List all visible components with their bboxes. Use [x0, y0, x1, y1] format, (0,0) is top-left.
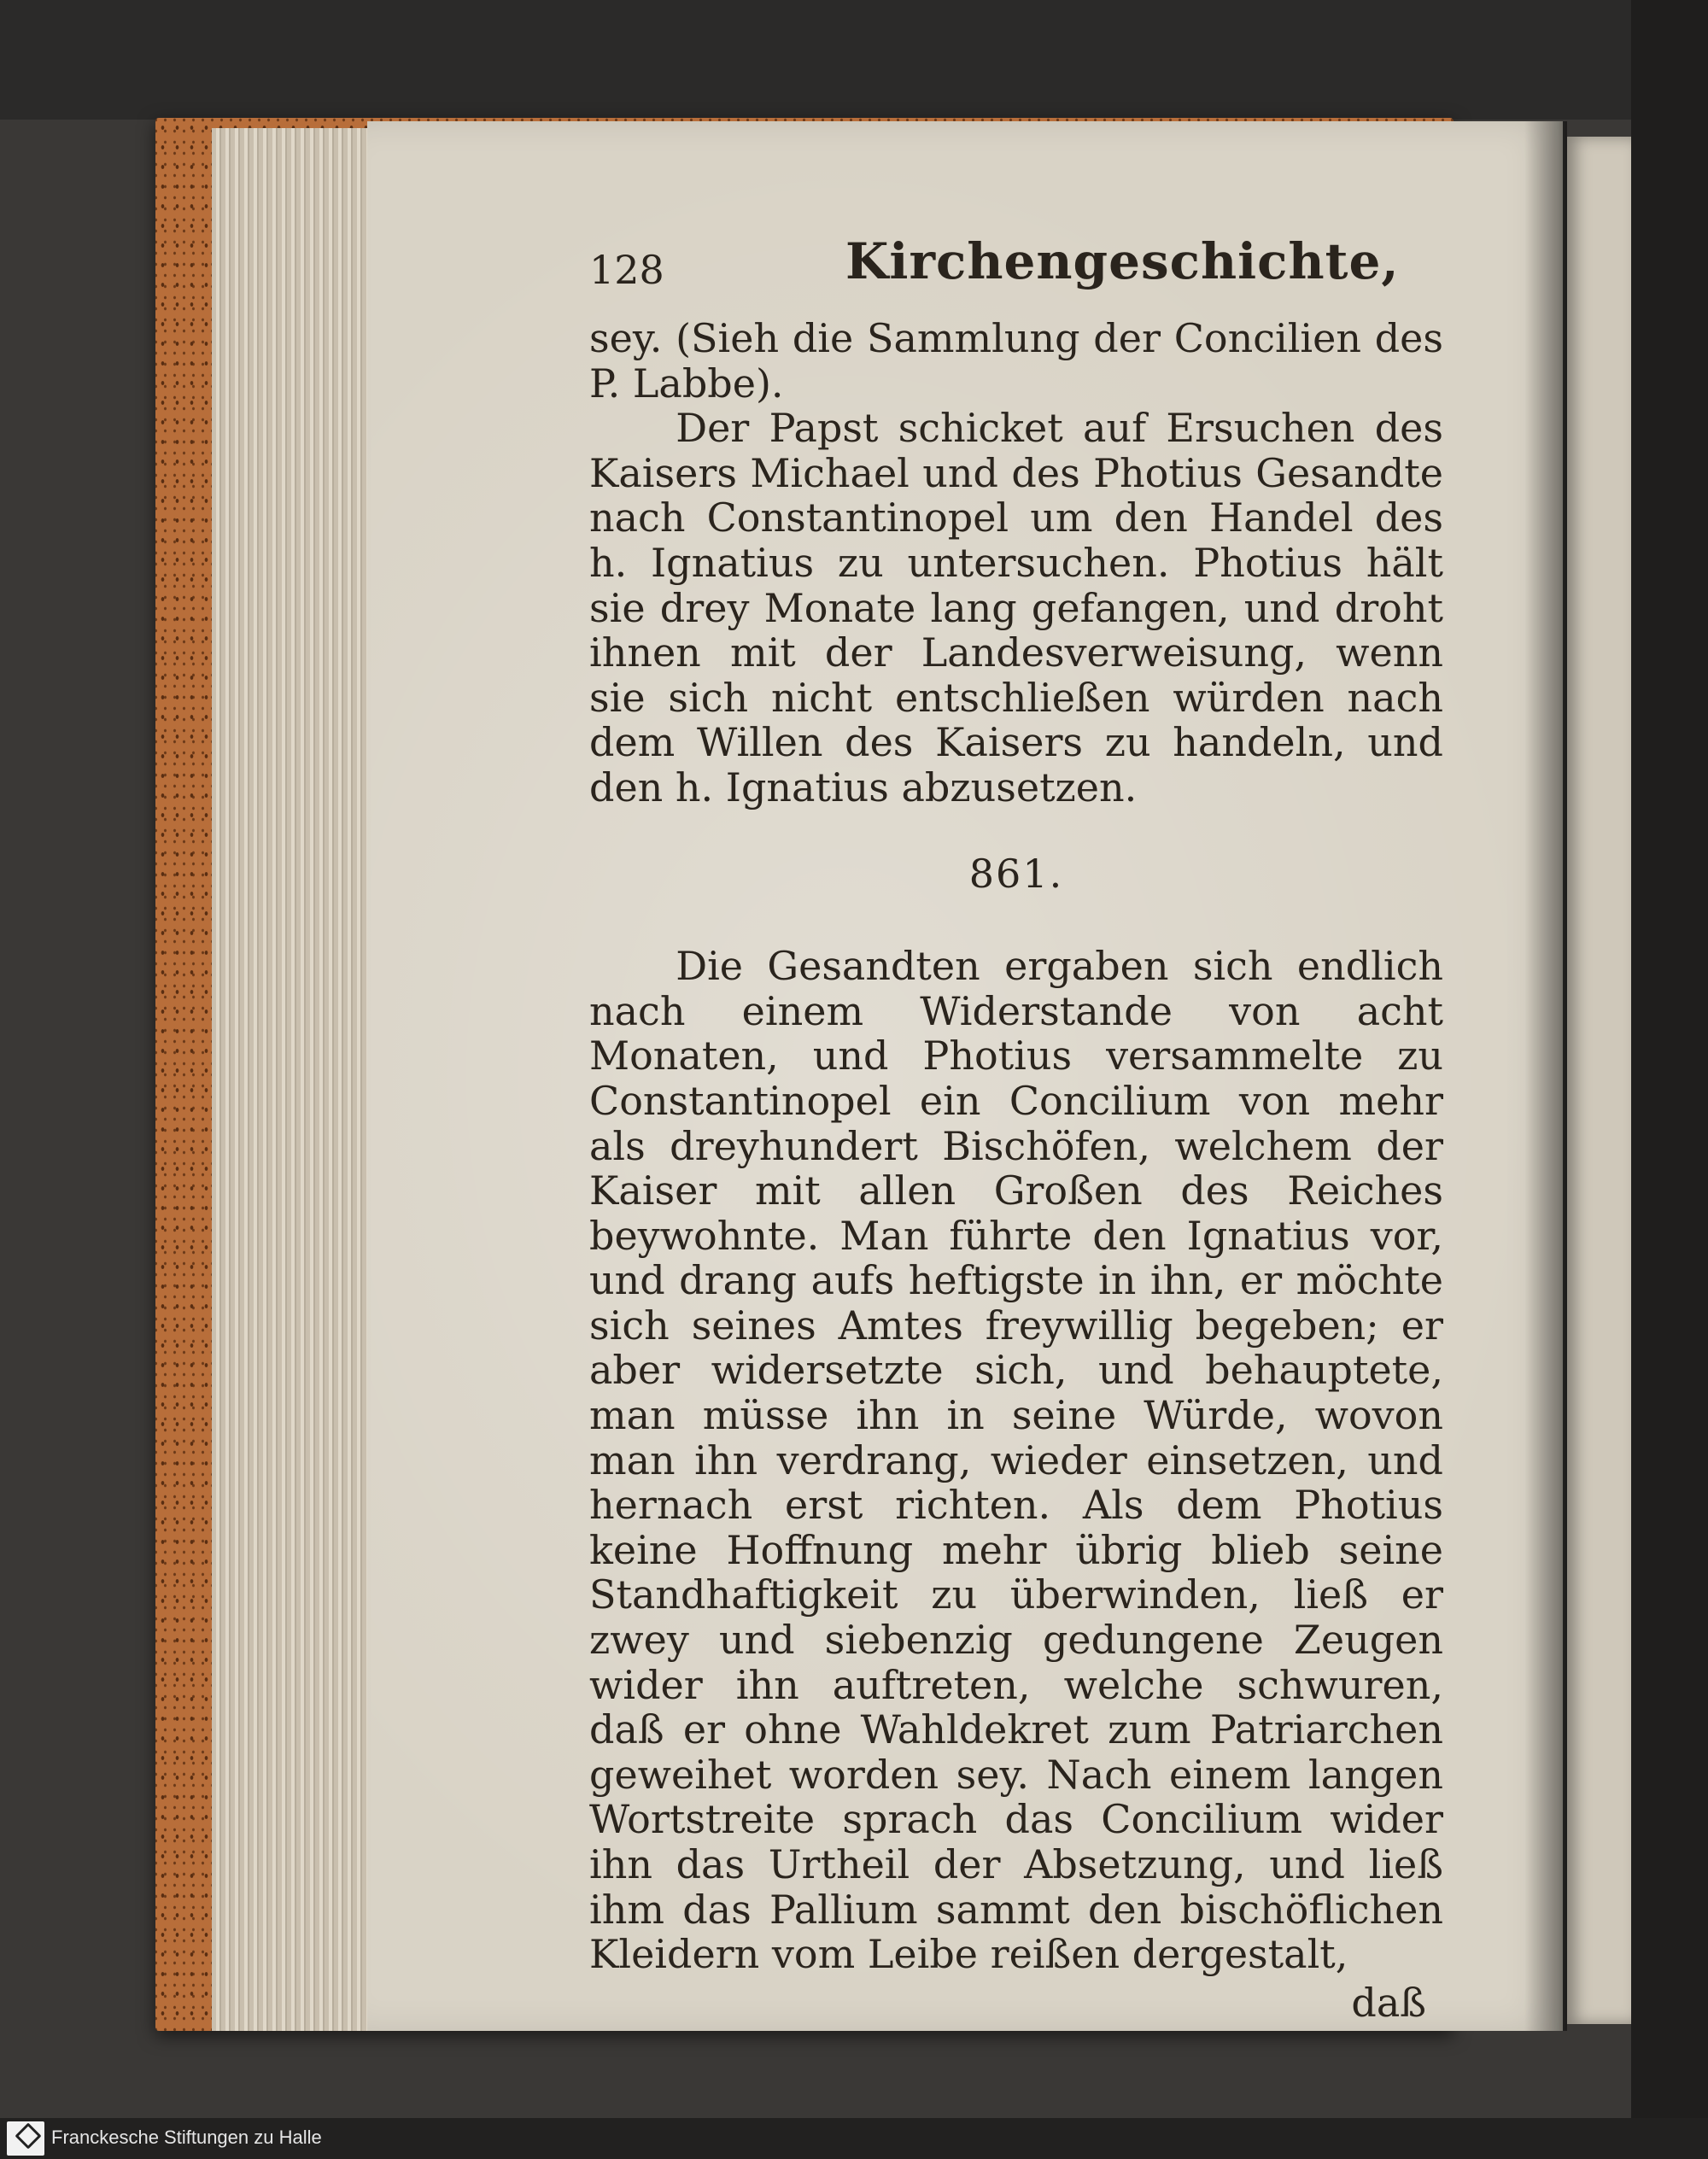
- facing-page-edge: [1567, 137, 1631, 2024]
- backdrop: [0, 0, 1708, 120]
- paragraph-3: Die Gesandten ergaben sich endlich nach einem Widerstande von acht Monaten, und Photius versammelte zu Constantinopel ein Concilium von mehr als dreyhundert Bischöfen, welchem der Kaiser mit allen Großen des Reiches beywohnte. Man führte den Ignatius vor, und drang aufs heftigste in ihn, er möchte sich seines Amtes freywillig begeben; er aber widersetzte sich, und behauptete, man müsse ihn in seine Würde, wovon man ihn verdrang, wieder einsetzen, und hernach erst richten. Als dem Photius keine Hoffnung mehr übrig blieb seine Standhaftigkeit zu überwinden, ließ er zwey und siebenzig gedungene Zeugen wider ihn auftreten, welche schwuren, daß er ohne Wahldekret zum Patriarchen geweihet worden sey. Nach einem langen Wortstreite sprach das Concilium wider ihn das Urtheil der Absetzung, und ließ ihm das Pallium sammt den bischöflichen Kleidern vom Leibe reißen dergestalt,: [589, 943, 1443, 1978]
- paragraph-1: sey. (Sieh die Sammlung der Concilien des P. Labbe).: [589, 315, 1443, 407]
- running-head: Kirchengeschichte,: [845, 232, 1400, 290]
- page-number: 128: [589, 247, 664, 293]
- institution-logo-icon: [7, 2121, 44, 2156]
- catchword: daß: [1351, 1979, 1426, 2026]
- backdrop-right: [1631, 0, 1708, 2118]
- page-edges: [212, 128, 383, 2031]
- paragraph-2: Der Papst schicket auf Ersuchen des Kaisers Michael und des Photius Gesandte nach Constantinopel um den Handel des h. Ignatius zu untersuchen. Photius hält sie drey Monate lang gefangen, und droht ihnen mit der Landesverweisung, wenn sie sich nicht entschließen würden nach dem Willen des Kaisers zu handeln, und den h. Ignatius abzusetzen.: [589, 405, 1443, 810]
- spine-shadow: [1524, 121, 1567, 2031]
- page-header: [589, 232, 1443, 316]
- page-text: [589, 232, 1443, 2026]
- footer-bar: [0, 2118, 1708, 2159]
- year-heading: 861.: [968, 850, 1064, 897]
- footer-institution: Franckesche Stiftungen zu Halle: [51, 2127, 322, 2148]
